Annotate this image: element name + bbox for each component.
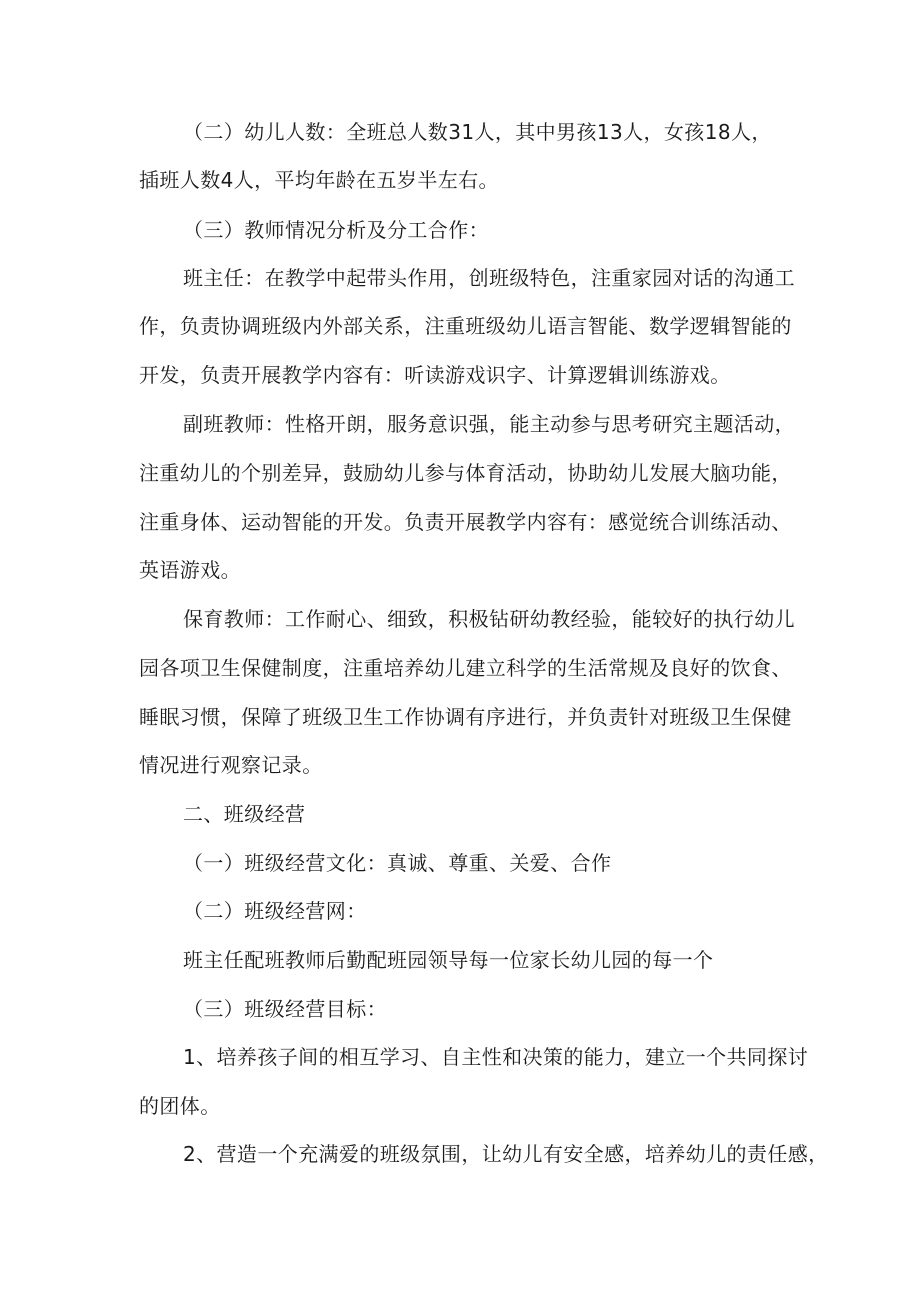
list-item-goal-1-line-2: 的团体。 bbox=[139, 1094, 221, 1118]
paragraph-line-head-teacher-2: 作，负责协调班级内外部关系，注重班级幼儿语言智能、数学逻辑智能的 bbox=[139, 314, 792, 338]
paragraph-line-care-teacher-3: 睡眠习惯，保障了班级卫生工作协调有序进行，并负责针对班级卫生保健 bbox=[139, 705, 792, 729]
subheading-management-network: （二）班级经营网： bbox=[183, 899, 367, 923]
paragraph-line-assistant-teacher-1: 副班教师：性格开朗，服务意识强，能主动参与思考研究主题活动， bbox=[183, 412, 795, 436]
paragraph-line-children-count: （二）幼儿人数：全班总人数31人，其中男孩13人，女孩18人， bbox=[183, 120, 772, 144]
paragraph-line-assistant-teacher-3: 注重身体、运动智能的开发。负责开展教学内容有：感觉统合训练活动、 bbox=[139, 510, 792, 534]
section-heading-teacher-analysis: （三）教师情况分析及分工合作： bbox=[183, 218, 489, 242]
section-heading-class-management: 二、班级经营 bbox=[183, 802, 306, 826]
paragraph-line-care-teacher-4: 情况进行观察记录。 bbox=[139, 753, 323, 777]
paragraph-line-care-teacher-1: 保育教师：工作耐心、细致，积极钻研幼教经验，能较好的执行幼儿 bbox=[183, 607, 795, 631]
subheading-management-culture: （一）班级经营文化：真诚、尊重、关爱、合作 bbox=[183, 851, 612, 875]
paragraph-line-care-teacher-2: 园各项卫生保健制度，注重培养幼儿建立科学的生活常规及良好的饮食、 bbox=[139, 656, 792, 680]
paragraph-line-network-members: 班主任配班教师后勤配班园领导每一位家长幼儿园的每一个 bbox=[183, 948, 714, 972]
paragraph-line-assistant-teacher-2: 注重幼儿的个别差异，鼓励幼儿参与体育活动，协助幼儿发展大脑功能， bbox=[139, 461, 792, 485]
list-item-goal-1-line-1: 1、培养孩子间的相互学习、自主性和决策的能力，建立一个共同探讨 bbox=[183, 1045, 809, 1069]
subheading-management-goals: （三）班级经营目标： bbox=[183, 997, 387, 1021]
paragraph-line-transfer-students: 插班人数4人，平均年龄在五岁半左右。 bbox=[139, 168, 499, 192]
paragraph-line-assistant-teacher-4: 英语游戏。 bbox=[139, 558, 241, 582]
paragraph-line-head-teacher-1: 班主任：在教学中起带头作用，创班级特色，注重家园对话的沟通工 bbox=[183, 266, 795, 290]
list-item-goal-2-line-1: 2、营造一个充满爱的班级氛围，让幼儿有安全感，培养幼儿的责任感， bbox=[183, 1142, 829, 1166]
paragraph-line-head-teacher-3: 开发，负责开展教学内容有：听读游戏识字、计算逻辑训练游戏。 bbox=[139, 363, 731, 387]
